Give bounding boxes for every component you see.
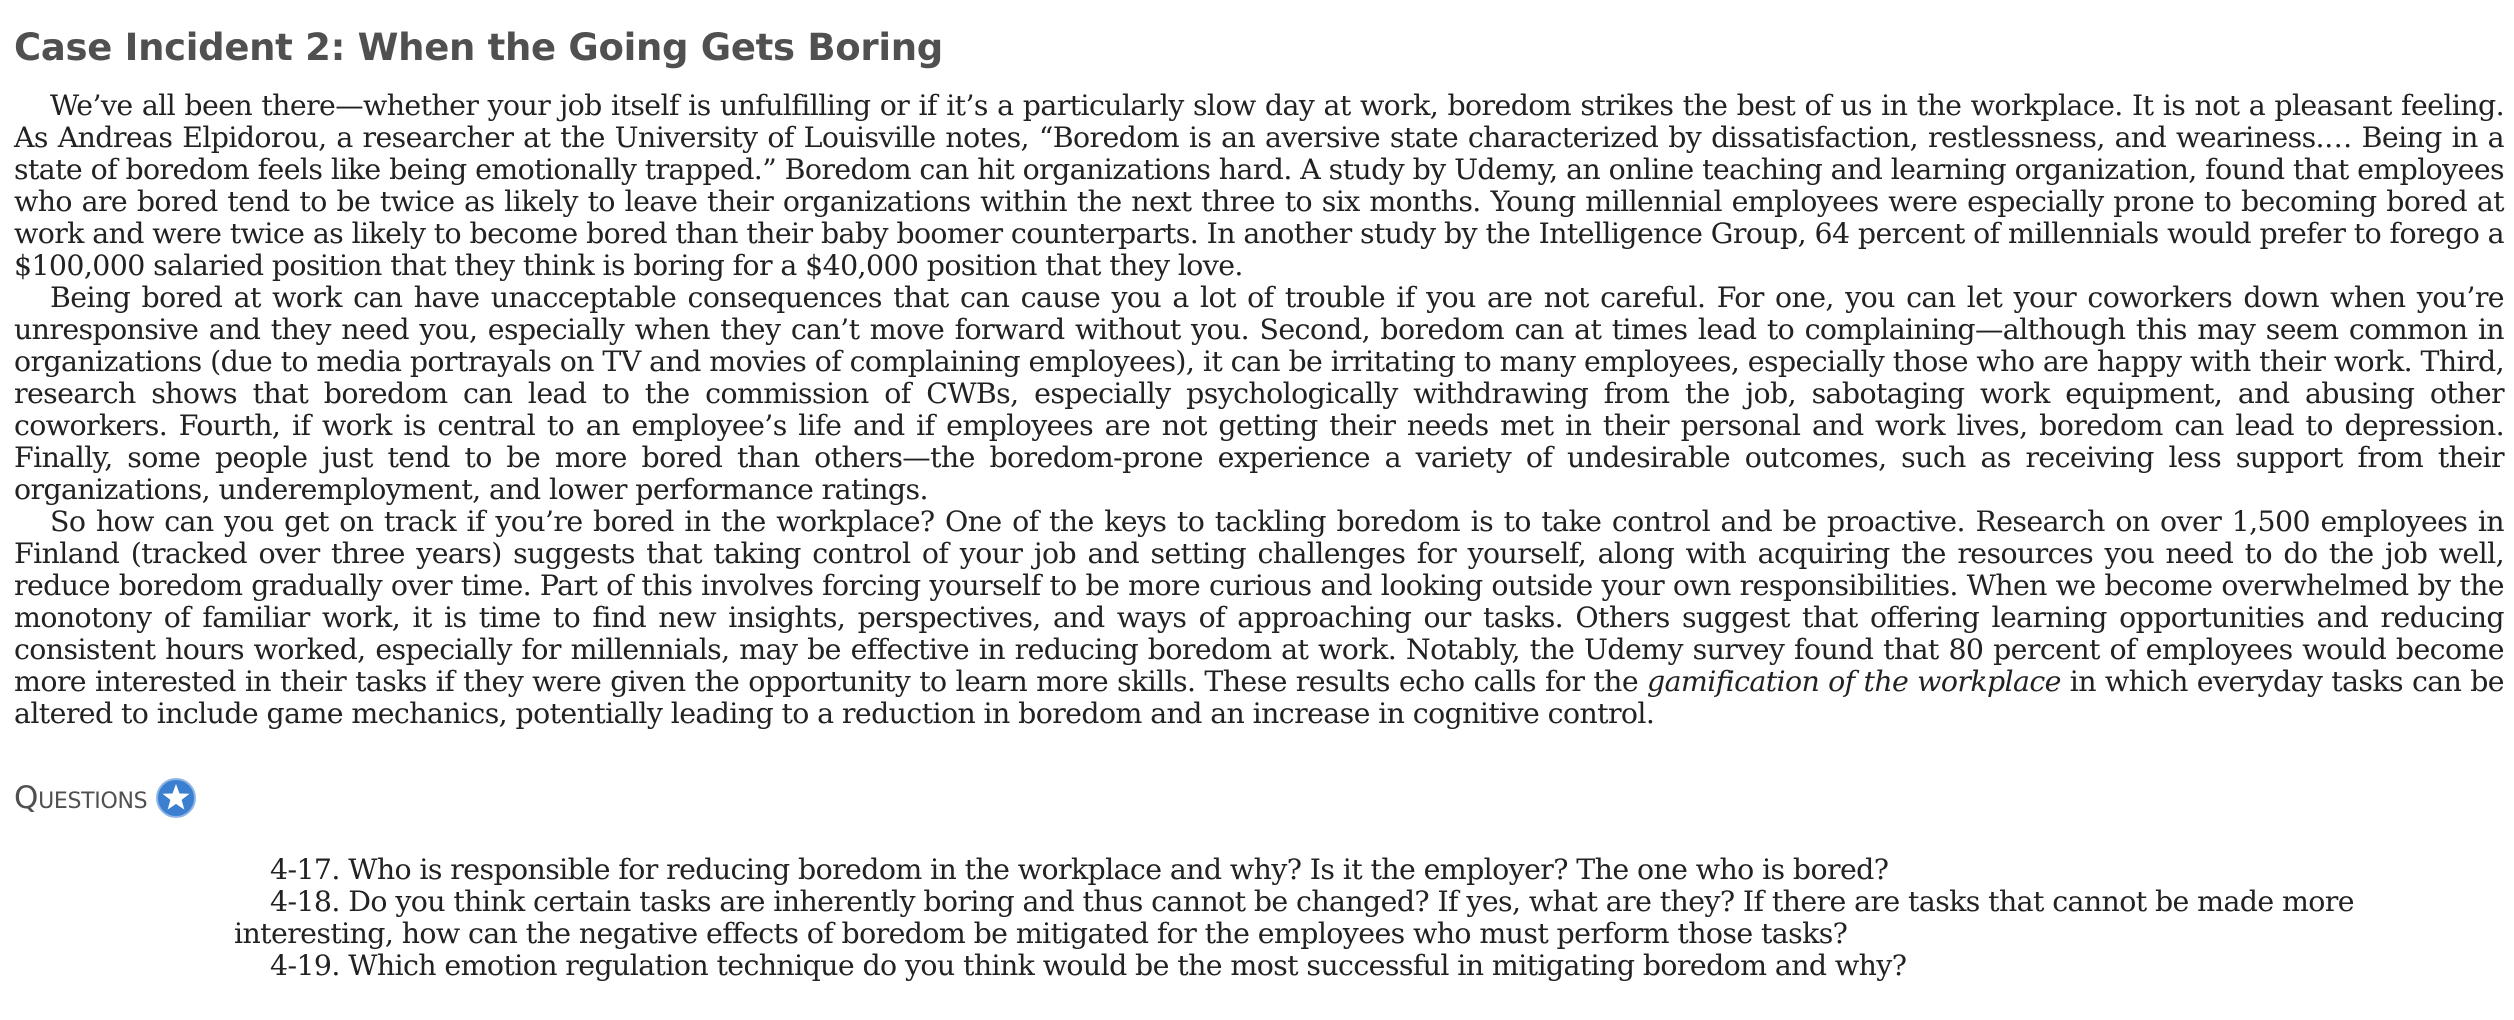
- questions-label: Questions: [14, 780, 148, 816]
- gamification-emphasis: gamification of the workplace: [1647, 665, 2061, 698]
- document-page: [14, 0, 2504, 982]
- case-article: [14, 90, 2504, 730]
- paragraph-1: We’ve all been there—whether your job itself is unfulfilling or if it’s a particularly slow day at work, boredom strikes the best of us in the workplace. It is not a pleasant feeling. As Andreas Elpidorou, a researcher at the University of Louisville notes, “Boredom is an aversive state characterized by dissatisfaction, restlessness, and weariness.… Being in a state of boredom feels like being emotionally trapped.” Boredom can hit organizations hard. A study by Udemy, an online teaching and learning organization, found that employees who are bored tend to be twice as likely to leave their organizations within the next three to six months. Young millennial employees were especially prone to becoming bored at work and were twice as likely to become bored than their baby boomer counterparts. In another study by the Intelligence Group, 64 percent of millennials would prefer to forego a $100,000 salaried position that they think is boring for a $40,000 position that they love.: [14, 89, 2504, 282]
- questions-heading: [14, 776, 2504, 820]
- question-number: 4-17.: [270, 853, 340, 886]
- questions-list: [234, 854, 2504, 982]
- question-number: 4-18.: [270, 885, 340, 918]
- question-text: Do you think certain tasks are inherently boring and thus cannot be changed? If yes, what are they? If there are tasks that cannot be made more interesting, how can the negative effects of boredom be mitigated for the employees who must perform those tasks?: [234, 885, 2354, 950]
- paragraph-2: Being bored at work can have unacceptable consequences that can cause you a lot of trouble if you are not careful. For one, you can let your coworkers down when you’re unresponsive and they need you, especially when they can’t move forward without you. Second, boredom can at times lead to complaining—although this may seem common in organizations (due to media portrayals on TV and movies of complaining employees), it can be irritating to many employees, especially those who are happy with their work. Third, research shows that boredom can lead to the commission of CWBs, especially psychologically withdrawing from the job, sabotaging work equipment, and abusing other coworkers. Fourth, if work is central to an employee’s life and if employees are not getting their needs met in their personal and work lives, boredom can lead to depression. Finally, some people just tend to be more bored than others—the boredom-prone experience a variety of undesirable outcomes, such as receiving less support from their organizations, underemployment, and lower performance ratings.: [14, 281, 2504, 506]
- question-number: 4-19.: [270, 949, 340, 982]
- question-text: Who is responsible for reducing boredom in the workplace and why? Is it the employer? The one who is bored?: [348, 853, 1889, 886]
- star-badge-icon: [155, 777, 197, 819]
- question-item: [234, 854, 2504, 886]
- paragraph-3-text-before: So how can you get on track if you’re bored in the workplace? One of the keys to tackling boredom is to take control and be proactive. Research on over 1,500 employees in Finland (tracked over three years) suggests that taking control of your job and setting challenges for yourself, along with acquiring the resources you need to do the job well, reduce boredom gradually over time. Part of this involves forcing yourself to be more curious and looking outside your own responsibilities. When we become overwhelmed by the monotony of familiar work, it is time to find new insights, perspectives, and ways of approaching our tasks. Others suggest that offering learning opportunities and reducing consistent hours worked, especially for millennials, may be effective in reducing boredom at work. Notably, the Udemy survey found that 80 percent of employees would become more interested in their tasks if they were given the opportunity to learn more skills. These results echo calls for the: [14, 505, 2504, 698]
- question-item: [234, 950, 2504, 982]
- paragraph-3: [14, 506, 2504, 730]
- question-text: Which emotion regulation technique do you think would be the most successful in mitigating boredom and why?: [348, 949, 1907, 982]
- question-item: [234, 886, 2504, 950]
- paragraph-3-text-after: in which everyday tasks can be altered to include game mechanics, potentially leading to a reduction in boredom and an increase in cognitive control.: [14, 665, 2504, 730]
- case-title: Case Incident 2: When the Going Gets Boring: [14, 26, 943, 69]
